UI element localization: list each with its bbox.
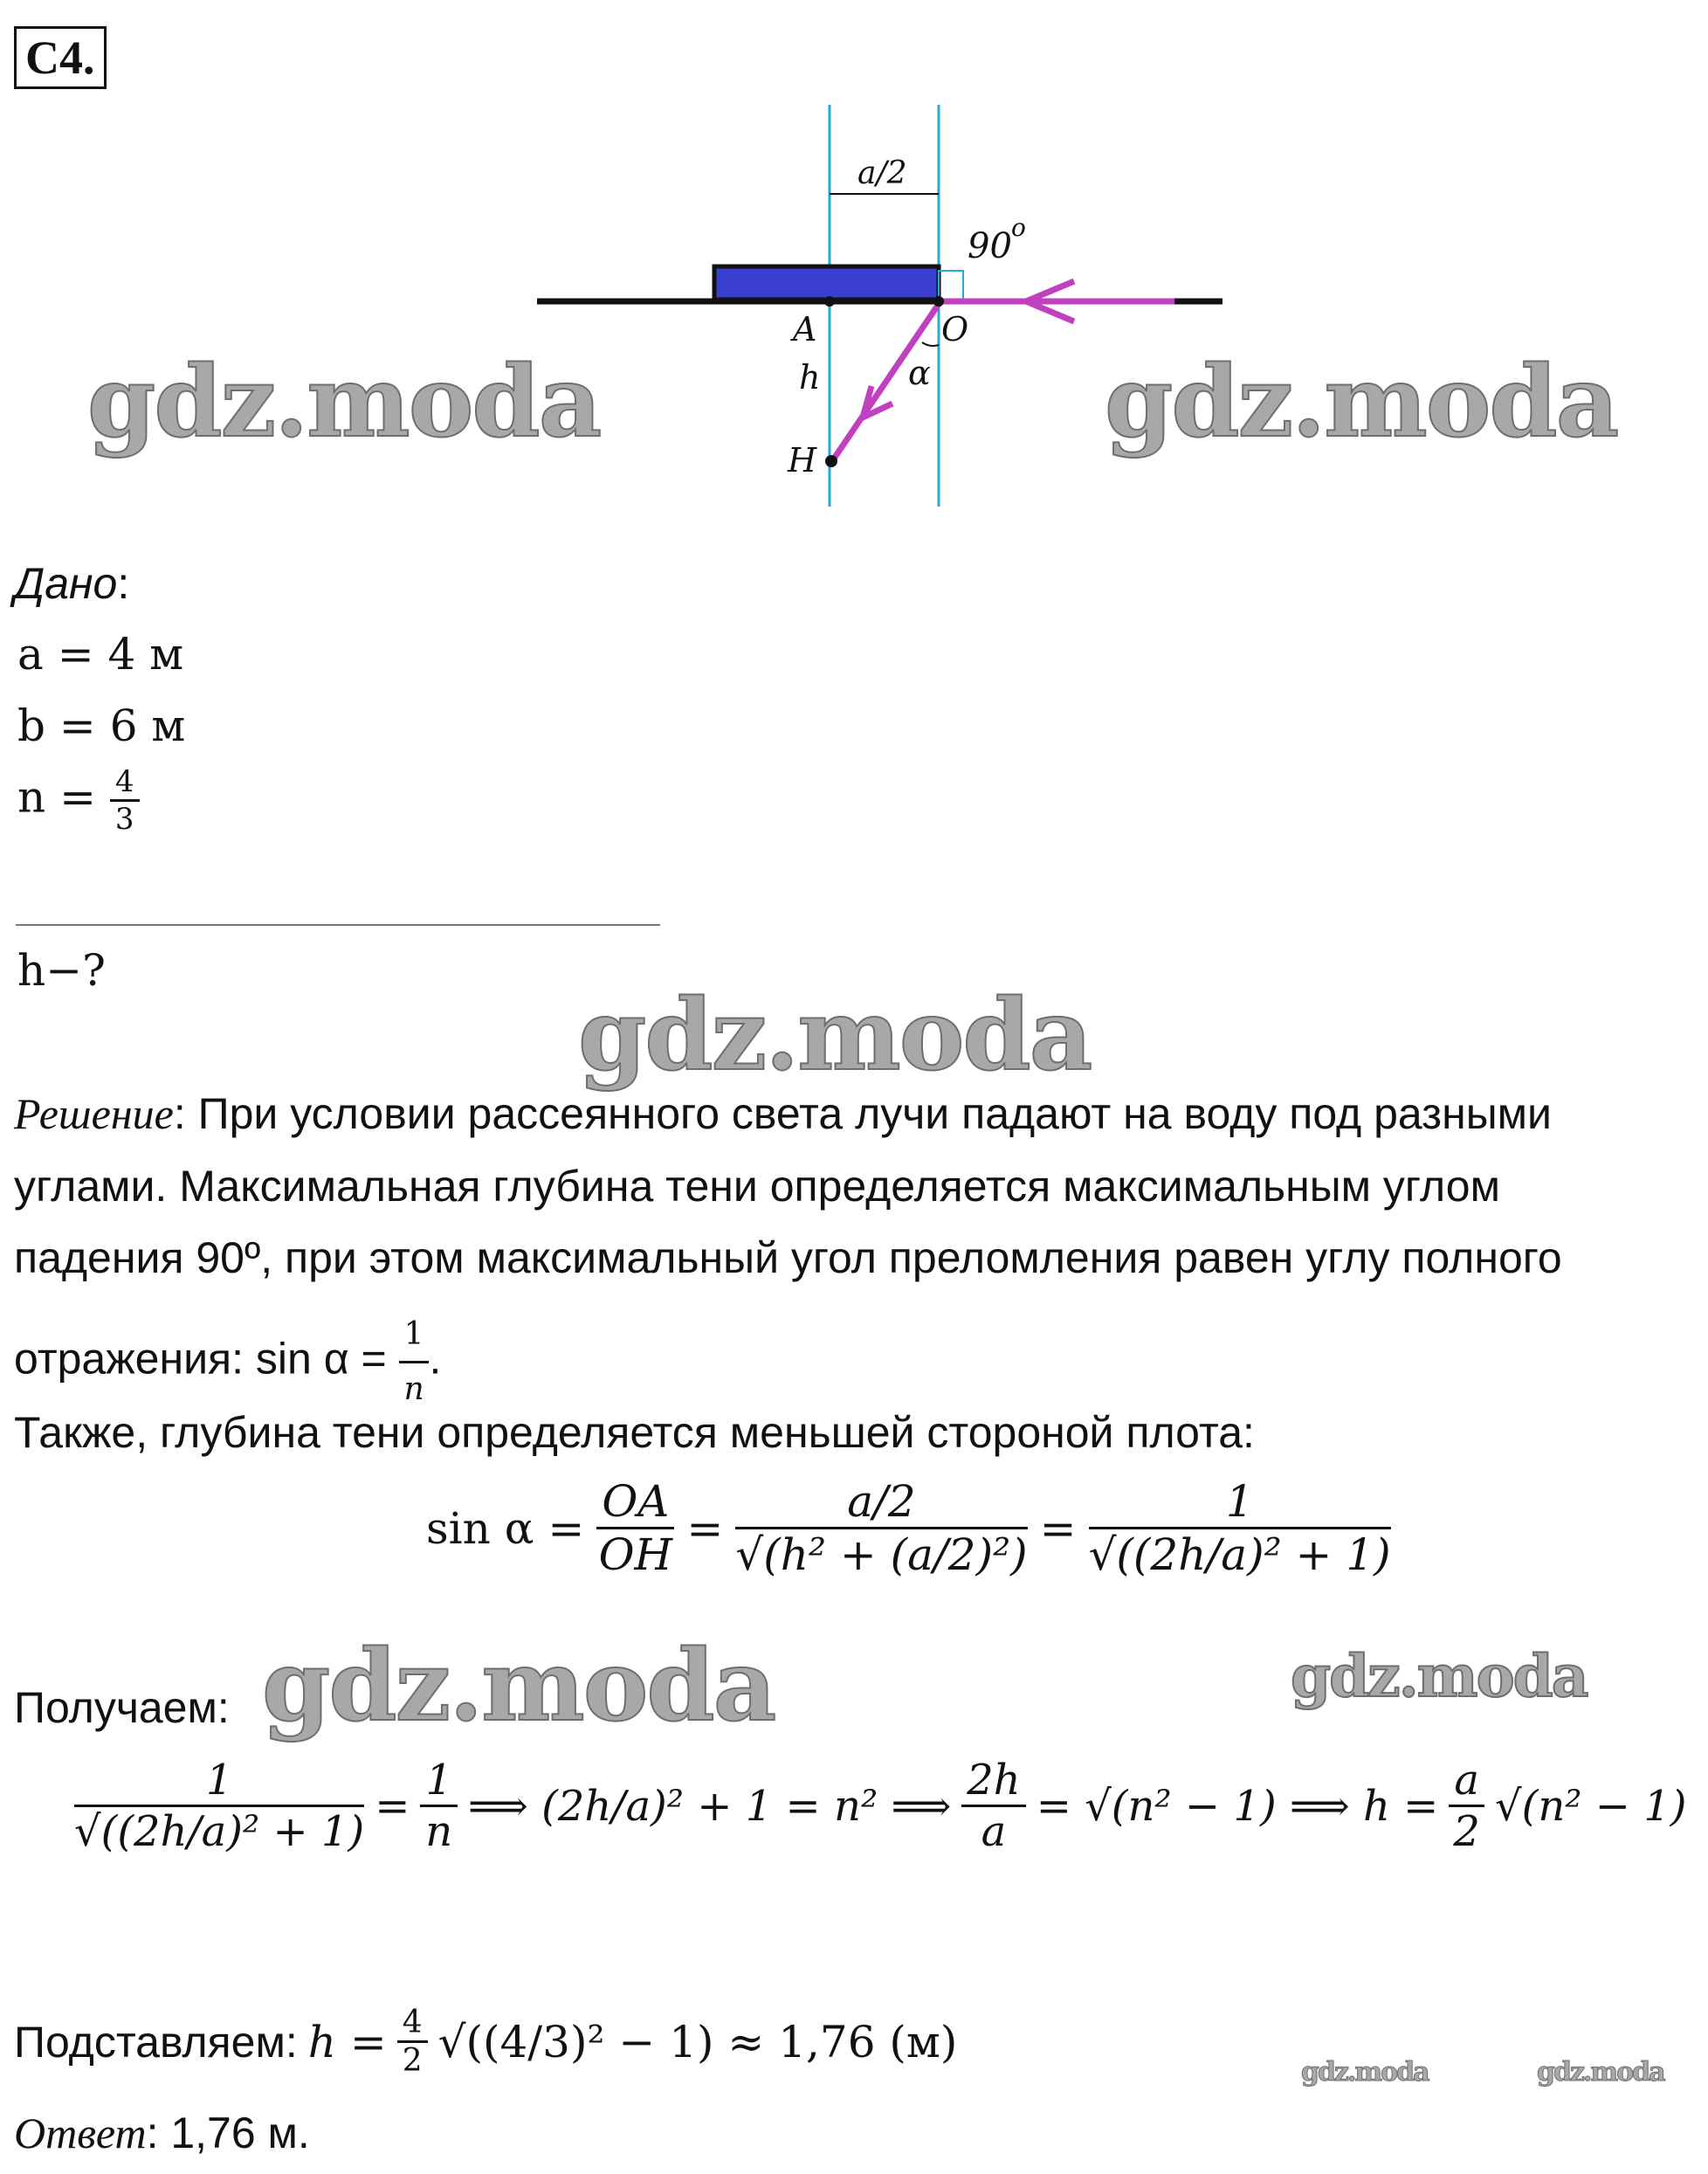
label-O: O xyxy=(941,310,969,349)
solution-line-5: Также, глубина тени определяется меньшей стороной плота: xyxy=(14,1408,1255,1457)
label-A: A xyxy=(793,310,817,349)
watermark: gdz.moda xyxy=(1537,2057,1664,2088)
given-b: b = 6 м xyxy=(17,701,186,751)
watermark: gdz.moda xyxy=(1105,345,1618,459)
label-h: h xyxy=(799,358,821,397)
label-H: H xyxy=(788,441,817,480)
watermark: gdz.moda xyxy=(578,978,1092,1093)
given-n: n = $\frac{4}{3}$ xyxy=(17,764,140,837)
solution-line-3: падения 90º, при этом максимальный угол преломления равен углу полного xyxy=(14,1233,1562,1282)
point-A xyxy=(824,296,835,307)
point-H xyxy=(825,455,837,467)
solution-line-2: углами. Максимальная глубина тени определяется максимальным углом xyxy=(14,1162,1500,1211)
solution-line-1: Решение: При условии рассеянного света лучи падают на воду под разными xyxy=(14,1089,1552,1138)
watermark: gdz.moda xyxy=(1291,1642,1587,1710)
given-divider xyxy=(16,924,660,926)
given-a: a = 4 м xyxy=(17,629,184,680)
raft xyxy=(714,266,939,300)
point-O xyxy=(933,296,944,307)
equation-1: sin α = $\frac{OA}{OH}$ = $\frac{a/2}{\text{√(h² + (a/2)²)}}$ = $\frac{1}{\text{√((2h/a)² + 1)}}$ xyxy=(426,1476,1391,1580)
label-alpha: α xyxy=(908,354,931,392)
substitution: Подставляем: h = $\frac{4}{2}$ √((4/3)² − 1) ≈ 1,76 (м) xyxy=(14,2005,958,2079)
watermark: gdz.moda xyxy=(1301,2057,1429,2088)
angle-arc xyxy=(922,342,939,346)
label-90: 90 xyxy=(968,226,1012,266)
label-a-half: a/2 xyxy=(857,155,907,191)
given-title: Дано: xyxy=(14,559,130,608)
answer: Ответ: 1,76 м. xyxy=(14,2108,310,2157)
find-h: h−? xyxy=(17,945,106,996)
problem-label: C4. xyxy=(14,26,107,89)
label-degree: o xyxy=(1011,213,1026,242)
get-label: Получаем: xyxy=(14,1683,230,1732)
solution-line-4: отражения: sin α = $\frac{1}{n}$ . xyxy=(14,1308,441,1416)
watermark: gdz.moda xyxy=(262,1629,775,1743)
equation-2: $\frac{1}{\text{√((2h/a)² + 1)}}$ = $\frac{1}{n}$ ⟹ (2h/a)² + 1 = n² ⟹ $\frac{2h}{a}$ = √(n² − 1) ⟹ h = $\frac{a}{2}$ √(n² − 1) xyxy=(74,1756,1687,1856)
watermark: gdz.moda xyxy=(87,345,601,459)
right-angle-mark xyxy=(939,271,963,301)
